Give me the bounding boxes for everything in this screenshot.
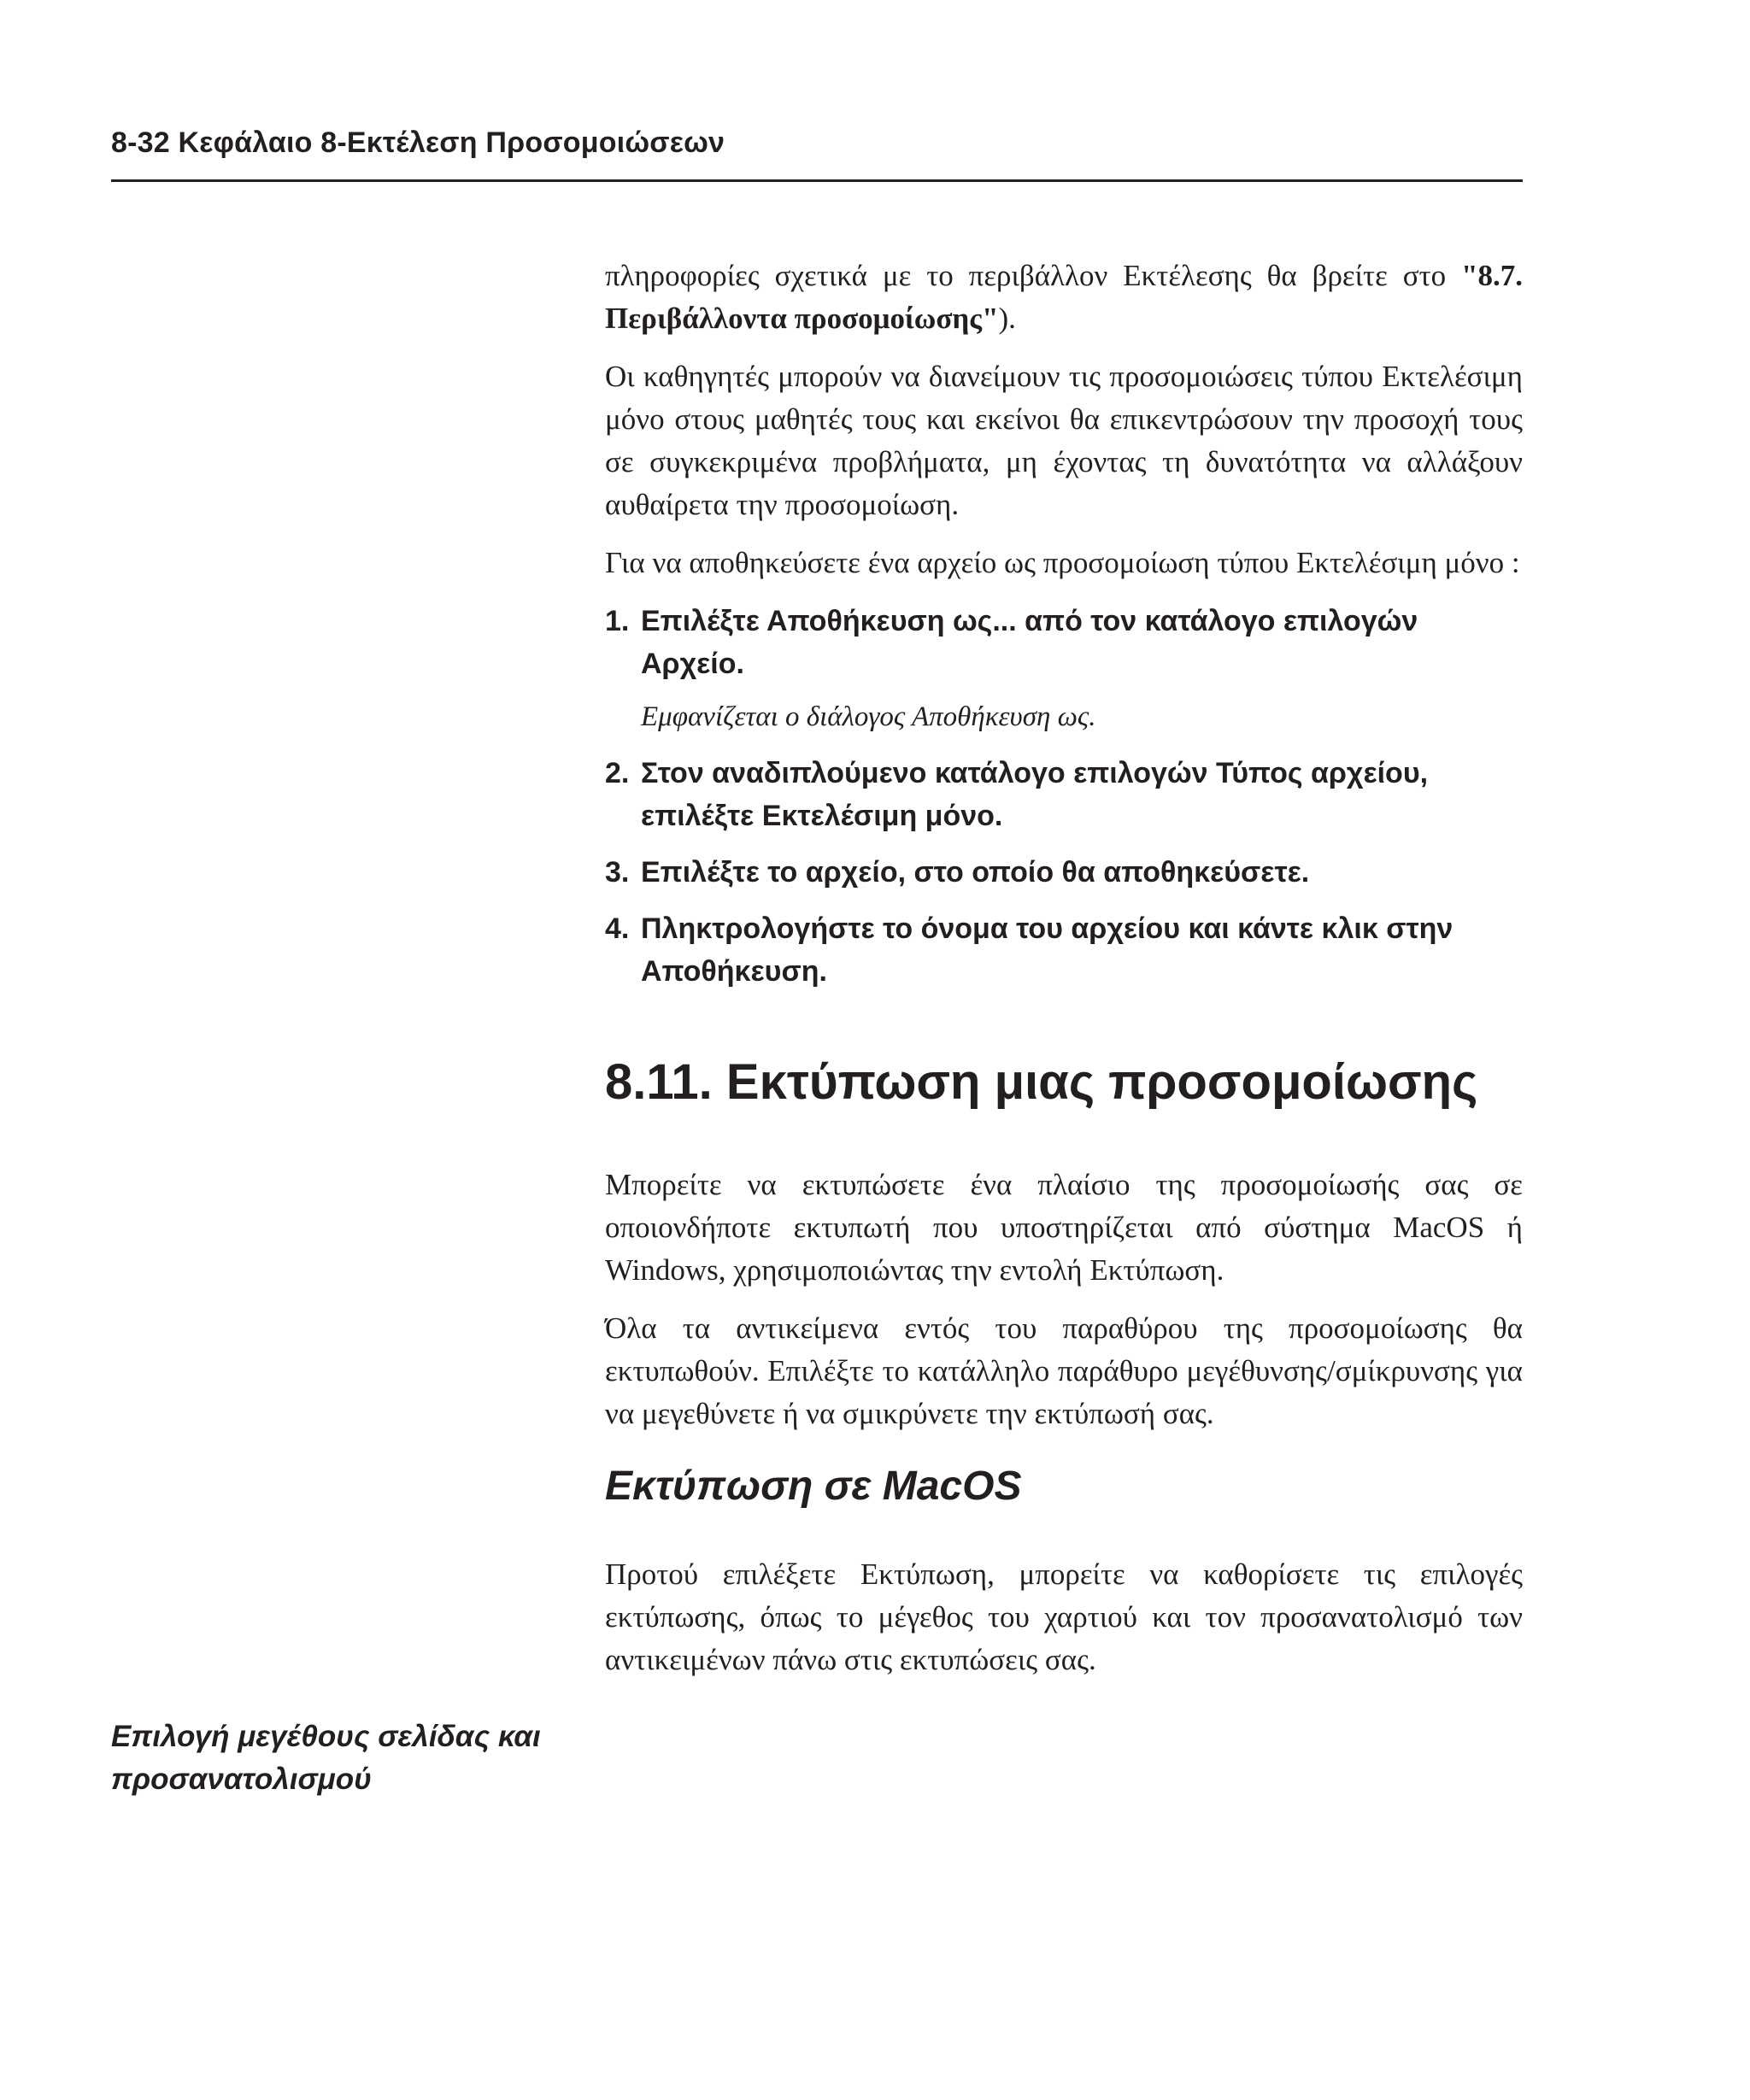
intro-paragraph-1-end: ). [998,302,1016,335]
step-number: 3. [605,856,630,889]
step-item [605,752,1523,837]
intro-paragraph-1 [605,255,1523,340]
margin-note: Επιλογή μεγέθους σελίδας και προσανατολισμού [111,1720,541,1796]
section-title: 8.11. Εκτύπωση μιας προσομοίωσης [605,1054,1478,1110]
step-item [605,851,1523,894]
step-number: 4. [605,912,630,945]
section-paragraph-2: Όλα τα αντικείμενα εντός του παραθύρου της προσομοίωσης θα εκτυπωθούν. Επιλέξτε το κατάλληλο παράθυρο μεγέθυνσης/σμίκρυνσης για να μεγεθύνετε ή να σμικρύνετε την εκτύπωσή σας. [605,1311,1523,1430]
section-reference: "8.7. Περιβάλλοντα προσομοίωσης" [605,259,1523,335]
intro-paragraph-3: Για να αποθηκεύσετε ένα αρχείο ως προσομοίωση τύπου Εκτελέσιμη μόνο : [605,546,1520,579]
step-text: Επιλέξτε Αποθήκευση ως... από τον κατάλογο επιλογών Αρχείο. [641,605,1418,680]
intro-paragraph-1-text: πληροφορίες σχετικά με το περιβάλλον Εκτέλεσης θα βρείτε στο [605,259,1462,292]
step-item [605,907,1523,993]
subsection-paragraph-1: Προτού επιλέξετε Εκτύπωση, μπορείτε να καθορίσετε τις επιλογές εκτύπωσης, όπως το μέγεθος του χαρτιού και τον προσανατολισμό των αντικειμένων πάνω στις εκτυπώσεις σας. [605,1557,1523,1676]
step-number: 1. [605,605,630,637]
step-note: Εμφανίζεται ο διάλογος Αποθήκευση ως. [641,701,1096,732]
step-text: Επιλέξτε το αρχείο, στο οποίο θα αποθηκεύσετε. [641,856,1310,889]
main-column [605,255,1523,1697]
step-text: Πληκτρολογήστε το όνομα του αρχείου και κάντε κλικ στην Αποθήκευση. [641,912,1453,988]
step-text: Στον αναδιπλούμενο κατάλογο επιλογών Τύπος αρχείου, επιλέξτε Εκτελέσιμη μόνο. [641,757,1429,832]
steps-list [605,600,1523,993]
subsection-title: Εκτύπωση σε MacOS [605,1464,1022,1509]
header-rule [111,179,1523,182]
step-item [605,600,1523,738]
step-number: 2. [605,757,630,789]
intro-paragraph-2: Οι καθηγητές μπορούν να διανείμουν τις προσομοιώσεις τύπου Εκτελέσιμη μόνο στους μαθητές τους και εκείνοι θα επικεντρώσουν την προσοχή τους σε συγκεκριμένα προβλήματα, μη έχοντας τη δυνατότητα να αλλάξουν αυθαίρετα την προσομοίωση. [605,360,1523,521]
running-head: 8-32 Κεφάλαιο 8-Εκτέλεση Προσομοιώσεων [111,126,725,159]
section-paragraph-1: Μπορείτε να εκτυπώσετε ένα πλαίσιο της προσομοίωσής σας σε οποιονδήποτε εκτυπωτή που υποστηρίζεται από σύστημα MacOS ή Windows, χρησιμοποιώντας την εντολή Εκτύπωση. [605,1168,1523,1287]
